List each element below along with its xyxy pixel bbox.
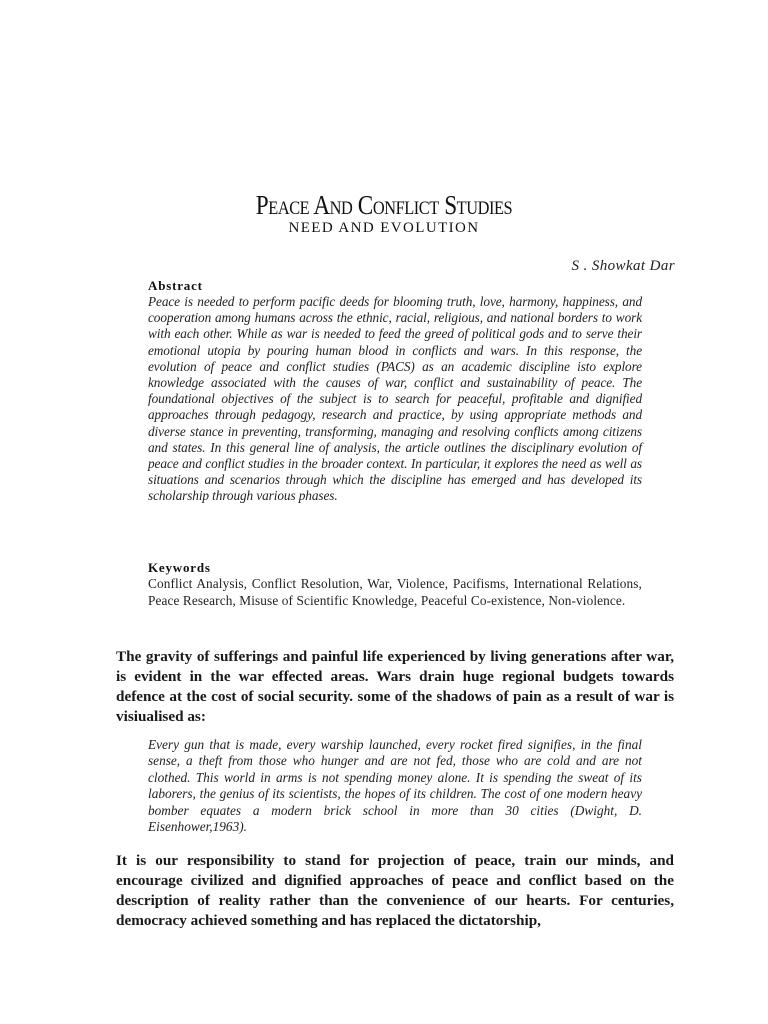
keywords-heading: Keywords — [148, 560, 211, 575]
body-paragraph-2: It is our responsibility to stand for projection of peace, train our minds, and encourage civilized and dignified approaches of peace and conflict based on the description of reality rather than the convenience of our hearts. For centuries, democracy achieved something and has replaced the dictatorship, — [116, 852, 674, 929]
body-paragraph-1: The gravity of sufferings and painful life experienced by living generations after war, is evident in the war effected areas. Wars drain huge regional budgets towards defence at the cost of social security. some of the shadows of pain as a result of war is visiualised as: — [116, 648, 674, 725]
keywords-text: Conflict Analysis, Conflict Resolution, War, Violence, Pacifisms, International Relations, Peace Research, Misuse of Scientific Knowledge, Peaceful Co-existence, Non-violence. — [148, 576, 642, 608]
article-subtitle: NEED AND EVOLUTION — [288, 220, 480, 236]
abstract-heading: Abstract — [148, 278, 203, 293]
article-title: Peace And Conflict Studies — [255, 190, 513, 220]
author-name: S . Showkat Dar — [571, 258, 675, 274]
block-quote: Every gun that is made, every warship launched, every rocket fired signifies, in the final sense, a theft from those who hunger and are not fed, those who are cold and are not clothed. This world in arms is not spending money alone. It is spending the sweat of its laborers, the genius of its scientists, the hopes of its children. The cost of one modern heavy bomber equates a modern brick school in more than 30 cities (Dwight, D. Eisenhower,1963). — [148, 737, 642, 835]
abstract-text: Peace is needed to perform pacific deeds for blooming truth, love, harmony, happiness, and cooperation among humans across the ethnic, racial, religious, and national borders to work with each other. While as war is needed to feed the greed of political gods and to serve their emotional utopia by pouring human blood in conflicts and wars. In this response, the evolution of peace and conflict studies (PACS) as an academic discipline isto explore knowledge associated with the causes of war, conflict and sustainability of peace. The foundational objectives of the subject is to search for peaceful, profitable and dignified approaches through pedagogy, research and practice, by using appropriate methods and diverse stance in preventing, transforming, managing and resolving conflicts among citizens and states. In this general line of analysis, the article outlines the disciplinary evolution of peace and conflict studies in the broader context. In particular, it explores the need as well as situations and scenarios through which the discipline has emerged and has developed its scholarship through various phases. — [148, 294, 642, 504]
